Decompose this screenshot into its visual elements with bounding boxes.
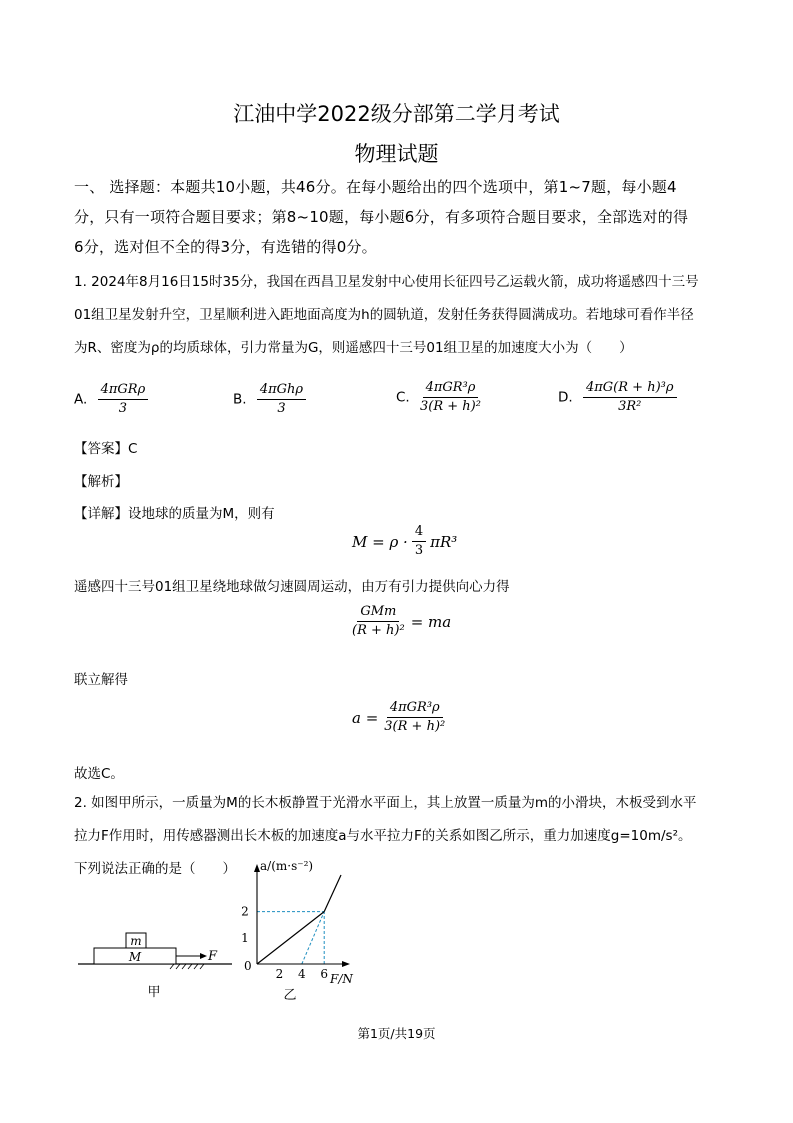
option-a-numerator: 4πGRρ (98, 382, 149, 400)
q1-option-a[interactable] (74, 382, 148, 417)
exam-title: 江油中学2022级分部第二学月考试 (233, 102, 560, 126)
y-tick-label-0: 1 (241, 930, 249, 945)
option-b-numerator: 4πGhρ (257, 382, 306, 400)
q1-option-c[interactable] (396, 380, 481, 415)
origin-label: 0 (244, 959, 252, 973)
block-small-label: m (130, 934, 142, 948)
page-footer: 第1页/共19页 (357, 1026, 436, 1041)
x-tick-label-1: 4 (297, 967, 306, 981)
eq3-denominator: 3(R + h)² (384, 719, 446, 734)
q2-line-3: 下列说法正确的是（ ） (74, 861, 236, 877)
chart-series (257, 875, 341, 964)
y-axis-label: a/(m·s⁻²) (260, 859, 314, 873)
eq1-right: πR³ (430, 532, 458, 551)
q2-line-2: 拉力F作用时，用传感器测出长木板的加速度a与水平拉力F的关系如图乙所示，重力加速度g=10m/s²。 (74, 828, 692, 844)
q1-text-2: 遥感四十三号01组卫星绕地球做匀速圆周运动，由万有引力提供向心力得 (74, 579, 510, 595)
option-d-label: D. (558, 389, 573, 406)
chart-series-line-0 (257, 912, 324, 964)
chart-series-line-1 (324, 875, 341, 912)
option-c-numerator: 4πGR³ρ (423, 380, 479, 398)
figure-yi-chart (232, 856, 372, 1006)
option-b-fraction (257, 382, 306, 417)
x-axis-label: F/N (330, 972, 353, 986)
q2-line-1: 2. 如图甲所示，一质量为M的长木板静置于光滑水平面上，其上放置一质量为m的小滑块，木板受到水平 (74, 795, 697, 811)
q1-option-b[interactable] (233, 382, 306, 417)
eq1-numerator: 4 (412, 524, 426, 542)
eq2-denominator: (R + h)² (352, 623, 405, 638)
force-label: F (208, 949, 218, 964)
eq3-fraction (384, 700, 445, 735)
option-c-denominator: 3(R + h)² (420, 399, 481, 414)
eq2-numerator: GMm (357, 604, 399, 622)
option-d-denominator: 3R² (618, 399, 642, 414)
equation-result (352, 700, 445, 735)
ground-hatching (170, 964, 204, 969)
equation-mass (352, 524, 457, 559)
section-line-3: 6分，选对但不全的得3分，有选错的得0分。 (74, 238, 377, 256)
eq2-right: = ma (410, 612, 452, 631)
exam-subtitle: 物理试题 (354, 142, 439, 166)
option-b-denominator: 3 (277, 401, 286, 416)
option-d-numerator: 4πG(R + h)³ρ (583, 380, 677, 398)
q1-conclusion: 故选C。 (74, 766, 124, 782)
question-2-stem (74, 787, 734, 886)
x-tick-label-2: 6 (320, 967, 329, 981)
eq2-fraction (352, 604, 405, 639)
eq3-left: a = (352, 708, 379, 727)
option-a-denominator: 3 (118, 401, 128, 416)
q1-detail: 【详解】设地球的质量为M，则有 (74, 506, 275, 522)
q1-line-2: 01组卫星发射升空，卫星顺利进入距地面高度为h的圆轨道，发射任务获得圆满成功。若地球可看作半径 (74, 307, 694, 323)
x-tick-label-0: 2 (275, 967, 284, 981)
question-1-stem (74, 266, 734, 365)
q1-text-3: 联立解得 (74, 672, 128, 688)
section-line-1: 一、 选择题：本题共10小题，共46分。在每小题给出的四个选项中，第1~7题，每小题4 (74, 178, 677, 196)
option-a-label: A. (74, 391, 88, 408)
option-c-label: C. (396, 389, 410, 406)
section-instructions (74, 172, 734, 262)
x-axis-arrow (342, 961, 350, 967)
q1-analysis-heading: 【解析】 (74, 474, 128, 490)
eq1-fraction (412, 524, 426, 559)
option-c-fraction (420, 380, 481, 415)
q1-answer: 【答案】C (74, 441, 138, 457)
equation-gravity (352, 604, 451, 639)
q1-option-d[interactable] (558, 380, 677, 415)
option-b-label: B. (233, 391, 247, 408)
block-large-label: M (128, 950, 142, 964)
option-d-fraction (583, 380, 677, 415)
figure-jia-caption: 甲 (147, 985, 161, 1000)
y-tick-label-1: 2 (241, 904, 249, 919)
option-a-fraction (98, 382, 149, 417)
eq1-denominator: 3 (414, 543, 424, 558)
q1-line-1: 1. 2024年8月16日15时35分，我国在西昌卫星发射中心使用长征四号乙运载火箭，成功将遥感四十三号 (74, 274, 699, 290)
eq1-left: M = ρ · (352, 532, 408, 551)
chart-guide-2 (302, 912, 324, 964)
section-line-2: 分，只有一项符合题目要求；第8~10题，每小题6分，有多项符合题目要求，全部选对的得 (74, 208, 689, 226)
force-arrow-head (200, 953, 207, 959)
figure-jia (74, 920, 234, 1006)
q1-line-3: 为R、密度为ρ的均质球体，引力常量为G，则遥感四十三号01组卫星的加速度大小为（ ） (74, 340, 633, 356)
figure-yi-caption: 乙 (283, 988, 297, 1003)
eq3-numerator: 4πGR³ρ (387, 700, 443, 718)
